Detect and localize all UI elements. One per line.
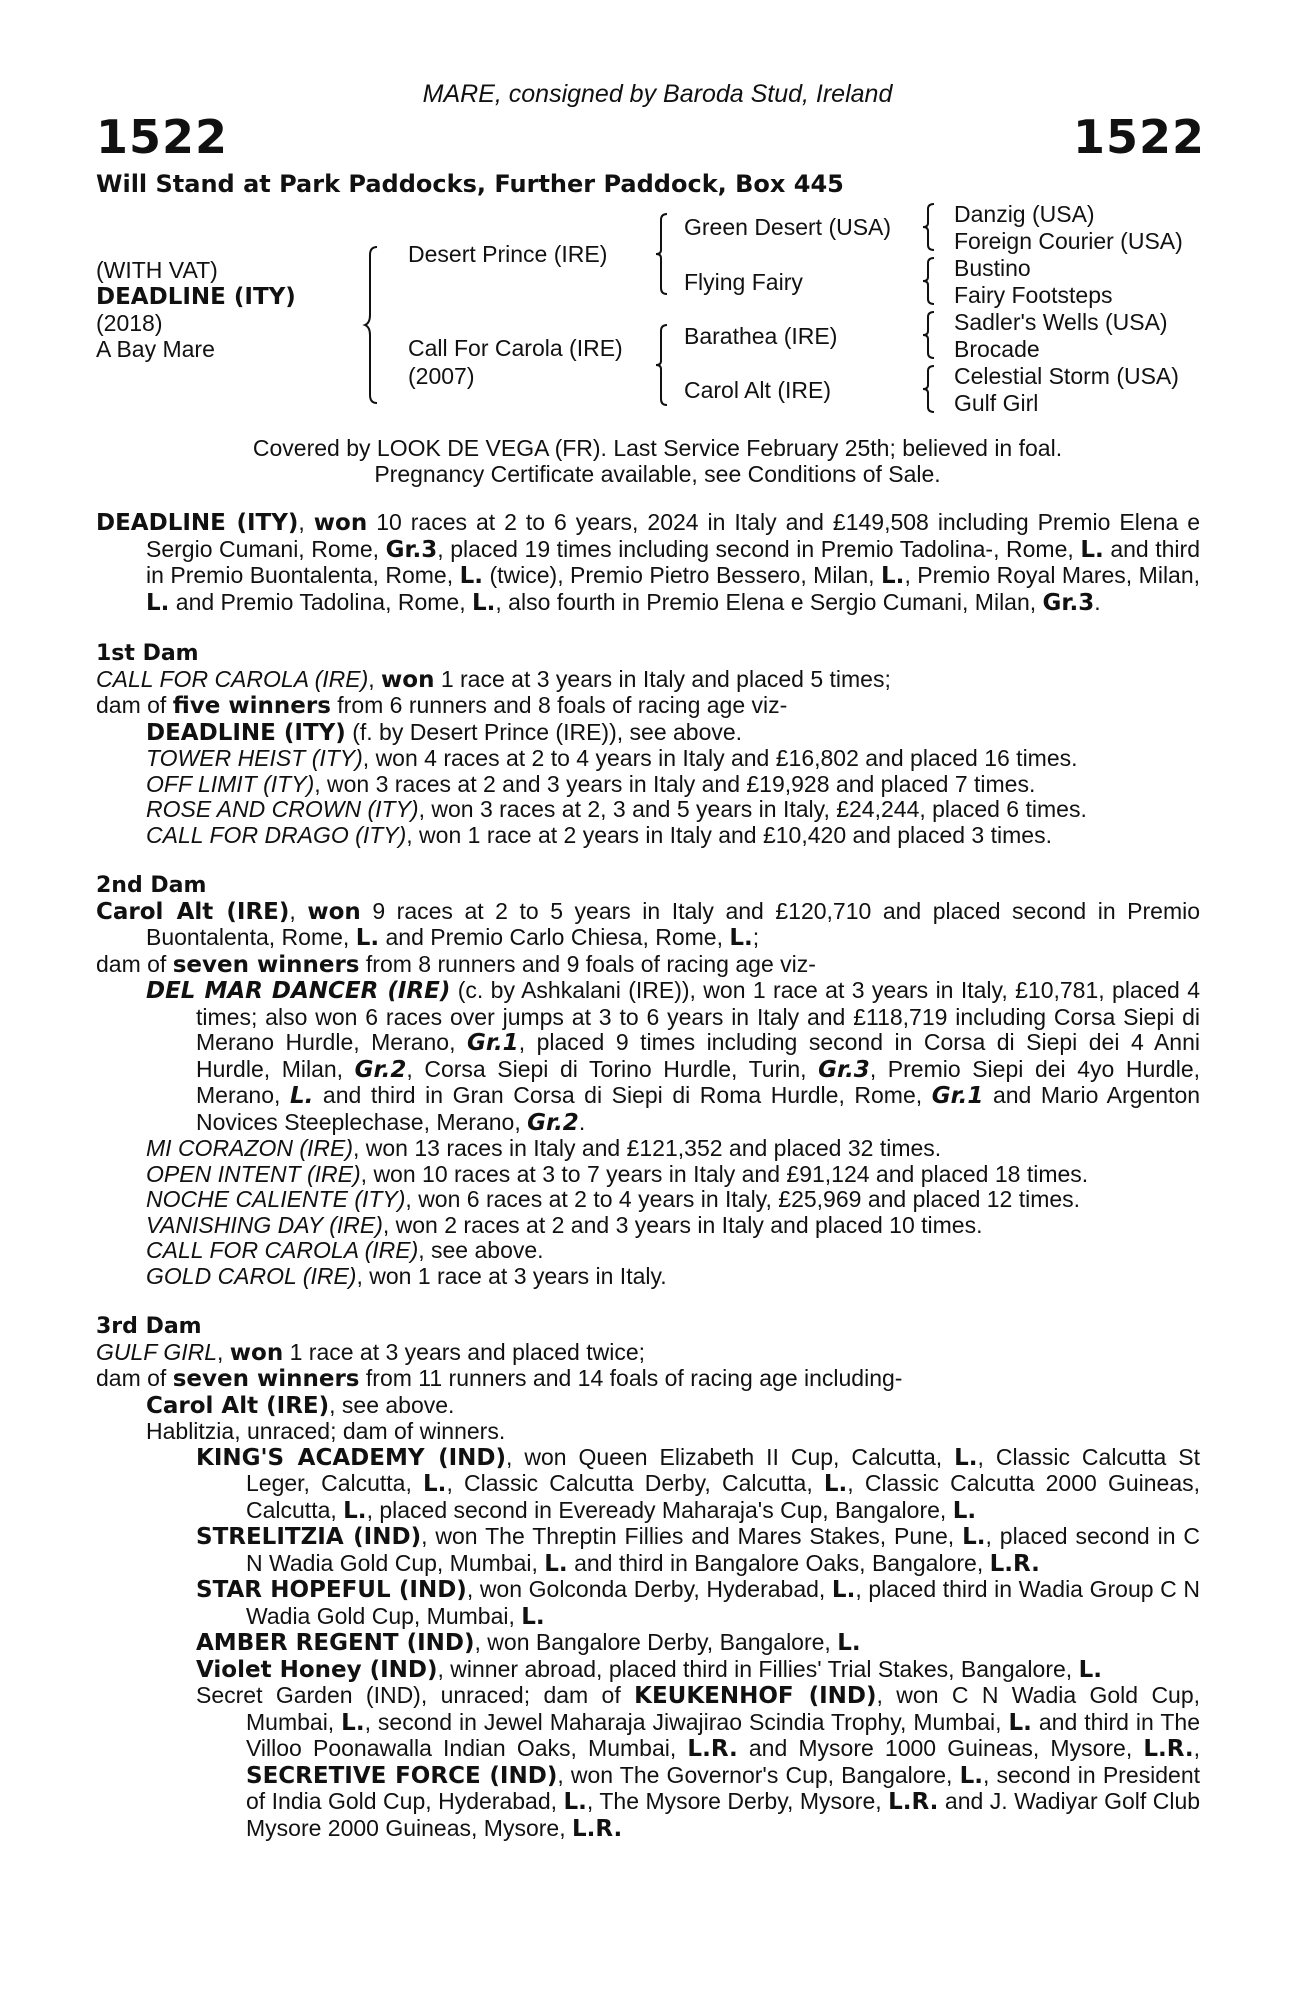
won-label: won	[313, 510, 368, 536]
covered-line-1: Covered by LOOK DE VEGA (FR). Last Service February 25th; believed in foal.	[252, 435, 1063, 461]
progeny-record: , won 2 races at 2 and 3 years in Italy and placed 10 times.	[382, 1211, 983, 1238]
third-dam-heading: 3rd Dam	[96, 1314, 202, 1339]
sire-sire: Green Desert (USA)	[684, 214, 892, 240]
listed-restricted-badge: L.R.	[687, 1736, 738, 1762]
race-record: DEADLINE (ITY), won 10 races at 2 to 6 years, 2024 in Italy and £149,508 including Premio Elena e Sergio Cumani, Rome, Gr.3, placed 19 times including second in Premio Tadolina-, Rome, L. and third in Premio Buontalenta, Rome, L. (twice), Premio Pietro Bessero, Milan, L., Premio Royal Mares, Milan, L. and Premio Tadolina, Rome, L., also fourth in Premio Elena e Sergio Cumani, Milan, Gr.3. 1st Dam CALL FOR CAROLA (IRE), won 1 race at 3 years in Italy and placed 5 times; dam of five winners from 6 runners and 8 foals of racing age viz- DEADLINE (ITY) (f. by Desert Prince (IRE)), see above. TOWER HEIST (ITY), won 4 races at 2 to 4 years in Italy and £16,802 and placed 16 times. OFF LIMIT (ITY), won 3 races at 2 and 3 years in Italy and £19,928 and placed 7 times. ROSE AND CROWN (ITY), won 3 races at 2, 3 and 5 years in Italy, £24,244, placed 6 times. CALL FOR DRAGO (ITY), won 1 race at 2 years in Italy and £10,420 and placed 3 times. 2nd Dam Carol Alt (IRE), won 9 races at 2 to 5 years in Italy and £120,710 and placed second in Premio Buontalenta, Rome, L. and Premio Carlo Chiesa, Rome, L.; dam of seven winners from 8 runners and 9 foals of racing age viz- DEL MAR DANCER (IRE) (c. by Ashkalani (IRE)), won 1 race at 3 years in Italy, £10,781, placed 4 times; also won 6 races over jumps at 3 to 6 years in Italy and £118,719 including Corsa Siepi di Merano Hurdle, Merano, Gr.1, placed 9 times including second in Corsa di Siepi dei 4 Anni Hurdle, Milan, Gr.2, Corsa Siepi di Torino Hurdle, Turin, Gr.3, Premio Siepi dei 4yo Hurdle, Merano, L. and third in Gran Corsa di Siepi di Roma Hurdle, Rome, Gr.1 and Mario Argenton Novices Steeplechase, Merano, Gr.2. MI CORAZON (IRE), won 13 races in Italy and £121,352 and placed 32 times. OPEN INTENT (IRE), won 10 races at 3 to 7 years in Italy and £91,124 and placed 18 times. NOCHE CALIENTE (ITY), won 6 races at 2 to 4 years in Italy, £25,969 and placed 12 times. VANISHING DAY (IRE), won 2 races at 2 and 3 years in Italy and placed 10 times. CALL FOR CAROLA (IRE), see above. GOLD CAROL (IRE), won 1 race at 3 years in Italy. 3rd Dam GULF GIRL, won 1 race at 3 years and placed twice; dam of seven winners from 11 runners and 14 foals of racing age including- Carol Alt (IRE), see above. Hablitzia, unraced; dam of winners. KING'S ACADEMY (IND), won Queen Elizabeth II Cup, Calcutta, L., Classic Calcutta St Leger, Calcutta, L., Classic Calcutta Derby, Calcutta, L., Classic Calcutta 2000 Guineas, Calcutta, L., placed second in Eveready Maharaja's Cup, Bangalore, L. STRELITZIA (IND), won The Threptin Fillies and Mares Stakes, Pune, L., placed second in C N Wadia Gold Cup, Mumbai, L. and third in Bangalore Oaks, Bangalore, L.R. STAR HOPEFUL (IND), won Golconda Derby, Hyderabad, L., placed third in Wadia Group C N Wadia Gold Cup, Mumbai, L. AMBER REGENT (IND), won Bangalore Derby, Bangalore, L. Violet Honey (IND), winner abroad, placed third in Fillies' Trial Stakes, Bangalore, L. Secret Garden (IND), unraced; dam of KEUKENHOF (IND), won C N Wadia Gold Cup, Mumbai, L., second in Jewel Maharaja Jiwajirao Scindia Trophy, Mumbai, L. and third in The Villoo Poonawalla Indian Oaks, Mumbai, L.R. and Mysore 1000 Guineas, Mysore, L.R., SECRETIVE FORCE (IND), won The Governor's Cup, Bangalore, L., second in President of India Gold Cup, Hyderabad, L., The Mysore Derby, Mysore, L.R. and J. Wadiyar Golf Club Mysore 2000 Guineas, Mysore, L.R.	[96, 509, 1201, 1842]
progeny-record: , won C N Wadia Gold Cup, Mumbai,	[246, 1682, 1201, 1735]
listed-badge: L.	[423, 1471, 447, 1497]
progeny-record: , placed second in C N Wadia Gold Cup, Mumbai,	[246, 1523, 1201, 1576]
winners-count: seven winners	[172, 951, 360, 978]
listed-badge: L.	[341, 1709, 365, 1736]
mare-name: DEADLINE (ITY)	[96, 510, 299, 536]
progeny-record: and J. Wadiyar Golf Club Mysore 2000 Guineas, Mysore,	[246, 1788, 1201, 1841]
dam2-record: 9 races at 2 to 5 years in Italy and £120,710 and placed second in Premio Buontalenta, Rome,	[146, 897, 1201, 950]
progeny-record: , won Queen Elizabeth II Cup, Calcutta,	[506, 1443, 943, 1470]
progeny-name: KING'S ACADEMY (IND)	[196, 1444, 507, 1471]
dam-of-label: dam of	[96, 950, 167, 977]
progeny-record: , second in Jewel Maharaja Jiwajirao Scindia Trophy, Mumbai,	[364, 1708, 1002, 1735]
listed-badge: L.	[954, 1444, 978, 1471]
listed-restricted-badge: L.R.	[888, 1789, 939, 1815]
progeny-name: OFF LIMIT (ITY)	[146, 770, 315, 797]
progeny-record: , see above.	[418, 1237, 544, 1263]
progeny-record: (c. by Ashkalani (IRE)), won 1 race at 3 years in Italy, £10,781, placed 4 times; also won 6 races over jumps at 3 to 6 years in Italy and £118,719 including Corsa Siepi di Merano Hurdle, Merano,	[196, 977, 1200, 1055]
progeny-name: VANISHING DAY (IRE)	[146, 1211, 383, 1238]
progeny-record: , placed third in Wadia Group C N Wadia Gold Cup, Mumbai,	[246, 1576, 1200, 1629]
lot-number-right: 1522	[1072, 110, 1205, 164]
progeny-record: and third in Gran Corsa di Siepi di Roma Hurdle, Rome,	[322, 1082, 923, 1108]
progeny-name: SECRETIVE FORCE (IND)	[246, 1762, 558, 1789]
progeny-name: CALL FOR DRAGO (ITY)	[146, 821, 407, 848]
winners-count: five winners	[172, 693, 331, 719]
progeny-name: Carol Alt (IRE)	[146, 1392, 330, 1419]
progeny-name: CALL FOR CAROLA (IRE)	[146, 1237, 419, 1263]
consignment-line: MARE, consigned by Baroda Stud, Ireland	[422, 80, 893, 108]
listed-badge: L.	[1078, 1656, 1102, 1683]
progeny-record: , won 10 races at 3 to 7 years in Italy and £91,124 and placed 18 times.	[360, 1160, 1089, 1187]
record-text: , Premio Royal Mares, Milan,	[904, 562, 1201, 588]
grade-badge: Gr.3	[818, 1056, 870, 1083]
record-text: and Premio Tadolina, Rome,	[175, 588, 466, 615]
dam3-name: GULF GIRL	[96, 1338, 217, 1365]
record-text: 10 races at 2 to 6 years, 2024 in Italy and £149,508 including Premio Elena e Sergio Cumani, Rome,	[146, 509, 1201, 562]
grandsire-1: Danzig (USA)	[954, 201, 1095, 227]
listed-badge: L.	[146, 589, 170, 616]
progeny-record: Secret Garden (IND), unraced; dam of	[196, 1682, 621, 1708]
dam-sire: Barathea (IRE)	[684, 323, 838, 349]
progeny-name: KEUKENHOF (IND)	[634, 1683, 877, 1709]
listed-badge: L.	[1008, 1709, 1032, 1736]
pedigree-brace-g4	[922, 364, 938, 414]
dam: Call For Carola (IRE)	[408, 335, 623, 361]
progeny-record: , won The Threptin Fillies and Mares Stakes, Pune,	[421, 1523, 955, 1549]
semicolon: ;	[752, 924, 760, 950]
grandsire-8: Gulf Girl	[954, 390, 1039, 416]
dam3-record: 1 race at 3 years and placed twice;	[289, 1338, 646, 1365]
dam-year: (2007)	[408, 363, 475, 389]
listed-badge: L.	[544, 1550, 568, 1577]
record-text: (twice), Premio Pietro Bessero, Milan,	[489, 562, 875, 588]
progeny-record: and Mario Argenton Novices Steeplechase, Merano,	[196, 1082, 1201, 1135]
listed-badge: L.	[1080, 536, 1104, 563]
progeny-record: , winner abroad, placed third in Fillies' Trial Stakes, Bangalore,	[437, 1655, 1073, 1682]
first-dam-heading: 1st Dam	[96, 641, 199, 666]
record-text: and third in Premio Buontalenta, Rome,	[146, 535, 1200, 588]
pedigree-brace-sire	[655, 212, 671, 296]
progeny-record: , placed 9 times including second in Corsa di Siepi dei 4 Anni Hurdle, Milan,	[196, 1029, 1201, 1082]
grade-badge: Gr.1	[467, 1030, 519, 1056]
progeny-record: , second in President of India Gold Cup, Hyderabad,	[246, 1761, 1200, 1814]
listed-badge: L.	[459, 563, 483, 589]
listed-restricted-badge: L.R.	[571, 1815, 623, 1842]
listed-badge: L.	[837, 1630, 861, 1656]
listed-badge: L.	[343, 1497, 367, 1524]
dam2-name: Carol Alt (IRE)	[96, 898, 290, 925]
sire: Desert Prince (IRE)	[408, 241, 608, 267]
listed-badge: L.	[952, 1497, 977, 1524]
progeny-record: (f. by Desert Prince (IRE)), see above.	[352, 718, 743, 745]
progeny-record: and third in Bangalore Oaks, Bangalore,	[574, 1549, 984, 1576]
dam-of-text: from 8 runners and 9 foals of racing age viz-	[365, 950, 816, 977]
grandsire-7: Celestial Storm (USA)	[954, 363, 1179, 389]
dam1-name: CALL FOR CAROLA (IRE)	[96, 665, 369, 692]
covered-note	[0, 435, 1315, 487]
progeny-name: NOCHE CALIENTE (ITY)	[146, 1186, 406, 1212]
pedigree-brace-dam	[655, 323, 671, 407]
progeny-name: STRELITZIA (IND)	[196, 1524, 422, 1550]
progeny-record: , won 1 race at 3 years in Italy.	[356, 1262, 667, 1289]
covered-line-2: Pregnancy Certificate available, see Conditions of Sale.	[374, 461, 941, 487]
progeny-record: , won The Governor's Cup, Bangalore,	[557, 1761, 953, 1788]
progeny-record: , Classic Calcutta St Leger, Calcutta,	[246, 1443, 1200, 1496]
progeny-record: , won Bangalore Derby, Bangalore,	[474, 1629, 831, 1655]
listed-badge: L.	[831, 1577, 856, 1603]
lot-number-left: 1522	[96, 110, 229, 164]
period: .	[1094, 588, 1101, 615]
dam-dam: Carol Alt (IRE)	[684, 377, 831, 403]
dam-of-label: dam of	[96, 1365, 167, 1391]
progeny-record: , Corsa Siepi di Torino Hurdle, Turin,	[406, 1055, 807, 1082]
listed-badge: L.	[962, 1524, 986, 1550]
progeny-name: GOLD CAROL (IRE)	[146, 1262, 357, 1289]
progeny-name: MI CORAZON (IRE)	[146, 1135, 353, 1161]
progeny-record: , Premio Siepi dei 4yo Hurdle, Merano,	[196, 1055, 1201, 1108]
progeny-name: AMBER REGENT (IND)	[196, 1630, 475, 1656]
grandsire-6: Brocade	[954, 336, 1040, 362]
horse-name: DEADLINE (ITY)	[96, 284, 296, 310]
won-label: won	[229, 1339, 284, 1366]
horse-description: A Bay Mare	[96, 336, 215, 362]
grade-badge: Gr.3	[1042, 589, 1095, 616]
grade-badge: Gr.2	[354, 1056, 407, 1083]
horse-year: (2018)	[96, 310, 163, 336]
dam-of-label: dam of	[96, 692, 167, 718]
listed-badge: L.	[471, 589, 496, 616]
period: .	[578, 1108, 586, 1135]
grandsire-5: Sadler's Wells (USA)	[954, 309, 1168, 335]
progeny-name: OPEN INTENT (IRE)	[146, 1160, 361, 1187]
listed-badge: L.	[823, 1471, 848, 1497]
progeny-record: , see above.	[329, 1391, 455, 1418]
progeny-record: and Mysore 1000 Guineas, Mysore,	[748, 1735, 1133, 1761]
grandsire-4: Fairy Footsteps	[954, 282, 1113, 308]
hablitzia-line: Hablitzia, unraced; dam of winners.	[146, 1418, 506, 1444]
progeny-record: , won 1 race at 2 years in Italy and £10,420 and placed 3 times.	[406, 821, 1052, 848]
progeny-record: , won 4 races at 2 to 4 years in Italy and £16,802 and placed 16 times.	[362, 745, 1078, 771]
grandsire-2: Foreign Courier (USA)	[954, 228, 1183, 254]
progeny-name: DEL MAR DANCER (IRE)	[146, 978, 451, 1004]
listed-badge: L.	[729, 925, 753, 951]
listed-badge: L.	[355, 925, 380, 951]
second-dam-heading: 2nd Dam	[96, 873, 207, 898]
dam-of-text: from 6 runners and 8 foals of racing age viz-	[337, 692, 788, 718]
progeny-record: , placed second in Eveready Maharaja's Cup, Bangalore,	[366, 1496, 947, 1523]
progeny-record: , Classic Calcutta 2000 Guineas, Calcutta,	[246, 1470, 1201, 1523]
grade-badge: Gr.1	[931, 1083, 984, 1109]
won-label: won	[307, 898, 361, 925]
listed-badge: L.	[881, 563, 905, 589]
winners-count: seven winners	[172, 1366, 360, 1392]
pedigree-brace-g3	[922, 310, 938, 360]
progeny-record: , won 3 races at 2, 3 and 5 years in Italy, £24,244, placed 6 times.	[418, 796, 1087, 822]
sire-dam: Flying Fairy	[684, 269, 803, 295]
won-label: won	[381, 666, 435, 693]
dam2-record: and Premio Carlo Chiesa, Rome,	[385, 924, 723, 950]
listed-badge: L.	[289, 1083, 314, 1109]
listed-restricted-badge: L.R.	[989, 1550, 1040, 1577]
progeny-name: Violet Honey (IND)	[196, 1656, 438, 1683]
dam1-record: 1 race at 3 years in Italy and placed 5 times;	[440, 665, 891, 692]
progeny-record: , won Golconda Derby, Hyderabad,	[466, 1576, 826, 1602]
progeny-record: and third in The Villoo Poonawalla Indian Oaks, Mumbai,	[246, 1708, 1201, 1761]
progeny-name: STAR HOPEFUL (IND)	[196, 1577, 467, 1603]
listed-badge: L.	[959, 1762, 983, 1789]
record-text: , placed 19 times including second in Premio Tadolina-, Rome,	[437, 535, 1074, 562]
progeny-record: , The Mysore Derby, Mysore,	[586, 1788, 882, 1814]
progeny-name: ROSE AND CROWN (ITY)	[146, 796, 419, 822]
grandsire-3: Bustino	[954, 255, 1031, 281]
grade-badge: Gr.2	[527, 1109, 579, 1136]
progeny-record: , won 6 races at 2 to 4 years in Italy, £25,969 and placed 12 times.	[405, 1186, 1081, 1212]
pedigree-brace-main	[365, 245, 385, 405]
listed-badge: L.	[521, 1603, 545, 1630]
grade-badge: Gr.3	[385, 536, 438, 563]
record-text: , also fourth in Premio Elena e Sergio Cumani, Milan,	[495, 588, 1037, 615]
listed-restricted-badge: L.R.	[1143, 1736, 1194, 1762]
pedigree-brace-g2	[922, 256, 938, 306]
progeny-record: , Classic Calcutta Derby, Calcutta,	[446, 1470, 813, 1496]
progeny-name: TOWER HEIST (ITY)	[146, 745, 363, 771]
progeny-record: , won 3 races at 2 and 3 years in Italy and £19,928 and placed 7 times.	[314, 770, 1036, 797]
progeny-record: , won 13 races in Italy and £121,352 and placed 32 times.	[353, 1135, 942, 1161]
listed-badge: L.	[563, 1789, 587, 1815]
pedigree-brace-g1	[922, 202, 938, 252]
vat-note: (WITH VAT)	[96, 257, 218, 283]
stand-location: Will Stand at Park Paddocks, Further Paddock, Box 445	[96, 170, 844, 198]
dam-of-text: from 11 runners and 14 foals of racing age including-	[365, 1365, 903, 1391]
progeny-name: DEADLINE (ITY)	[146, 719, 346, 746]
